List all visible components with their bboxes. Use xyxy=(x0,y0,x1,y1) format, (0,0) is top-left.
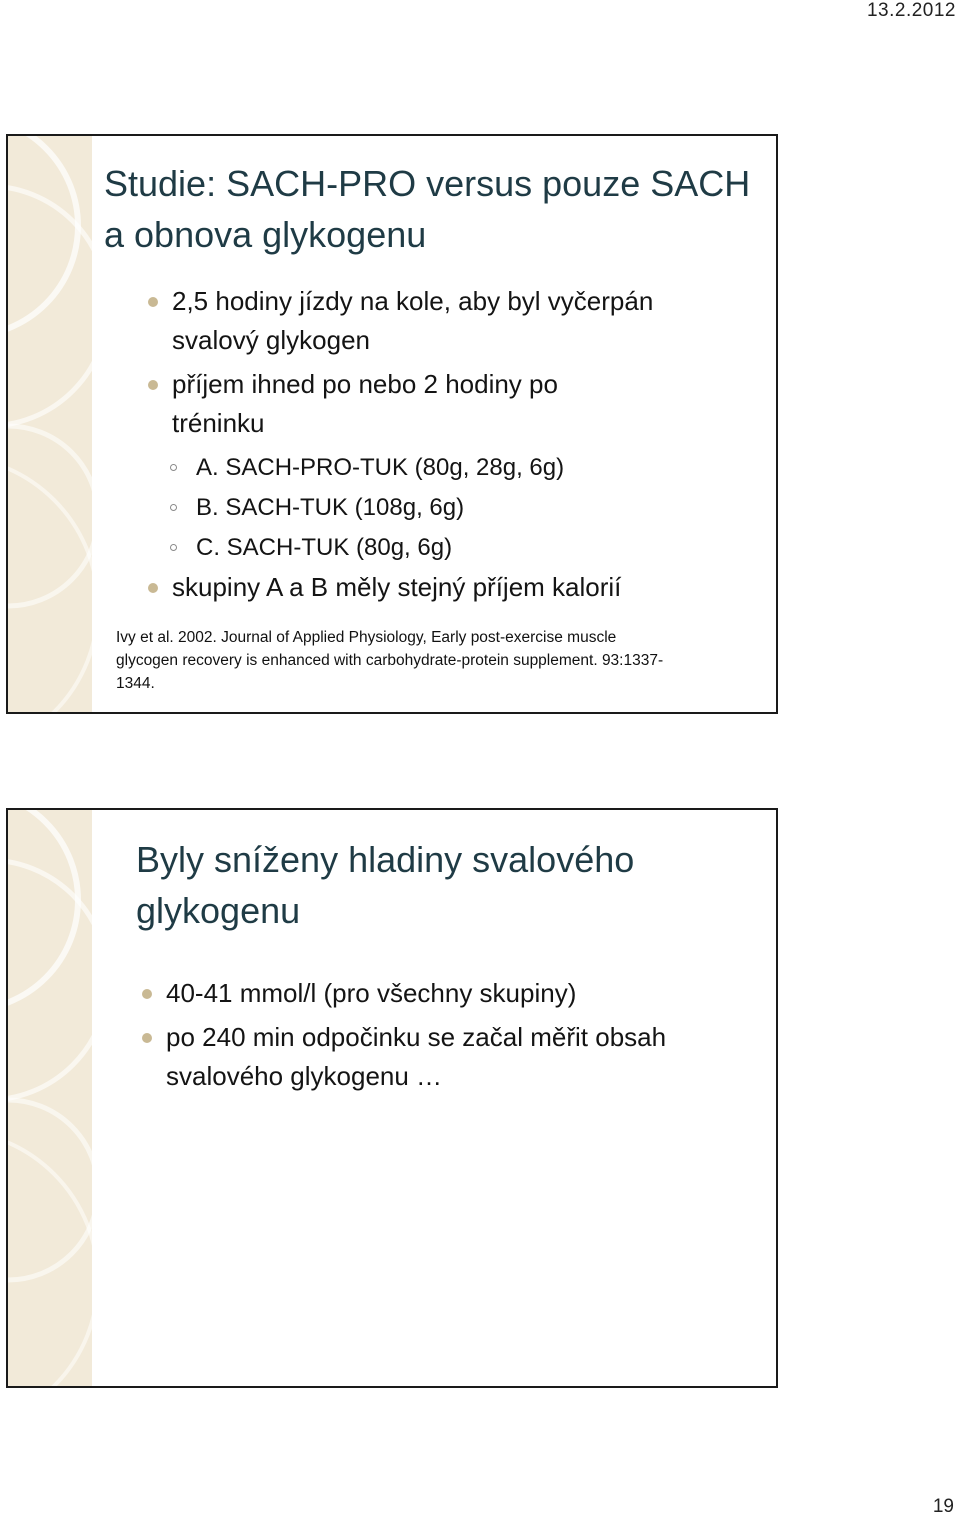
sub-list-item: B. SACH-TUK (108g, 6g) xyxy=(148,488,736,528)
slide-1 xyxy=(6,134,778,714)
bullet-icon xyxy=(148,380,158,390)
sub-list-item: A. SACH-PRO-TUK (80g, 28g, 6g) xyxy=(148,448,736,488)
bullet-icon xyxy=(142,1033,152,1043)
slide-side-band xyxy=(8,810,92,1386)
list-item: po 240 min odpočinku se začal měřit obsah svalového glykogenu … xyxy=(142,1018,736,1096)
decorative-arcs xyxy=(8,810,92,1388)
sub-list-item: C. SACH-TUK (80g, 6g) xyxy=(148,528,736,568)
slide-title: Studie: SACH-PRO versus pouze SACH a obnova glykogenu xyxy=(104,163,751,255)
sub-bullet-icon xyxy=(170,464,177,471)
slide-2 xyxy=(6,808,778,1388)
bullet-icon xyxy=(148,583,158,593)
list-item: 2,5 hodiny jízdy na kole, aby byl vyčerpán svalový glykogen xyxy=(148,282,736,360)
bullet-icon xyxy=(148,297,158,307)
bullet-list xyxy=(142,974,736,1101)
citation: Ivy et al. 2002. Journal of Applied Physiology, Early post-exercise muscle glycogen recovery is enhanced with carbohydrate-protein supplement. 93:1337- 1344. xyxy=(116,629,664,692)
list-item: skupiny A a B měly stejný příjem kalorií xyxy=(148,568,736,607)
bullet-list xyxy=(148,282,736,612)
bullet-icon xyxy=(142,989,152,999)
list-item: 40-41 mmol/l (pro všechny skupiny) xyxy=(142,974,736,1013)
header-date: 13.2.2012 xyxy=(866,0,956,21)
list-item: příjem ihned po nebo 2 hodiny po tréninku xyxy=(148,365,736,443)
slide-side-band xyxy=(8,136,92,712)
sub-bullet-icon xyxy=(170,544,177,551)
slide-title: Byly sníženy hladiny svalového glykogenu xyxy=(136,839,635,931)
sub-bullet-icon xyxy=(170,504,177,511)
page-number: 19 xyxy=(932,1496,954,1517)
decorative-arcs xyxy=(8,136,92,714)
